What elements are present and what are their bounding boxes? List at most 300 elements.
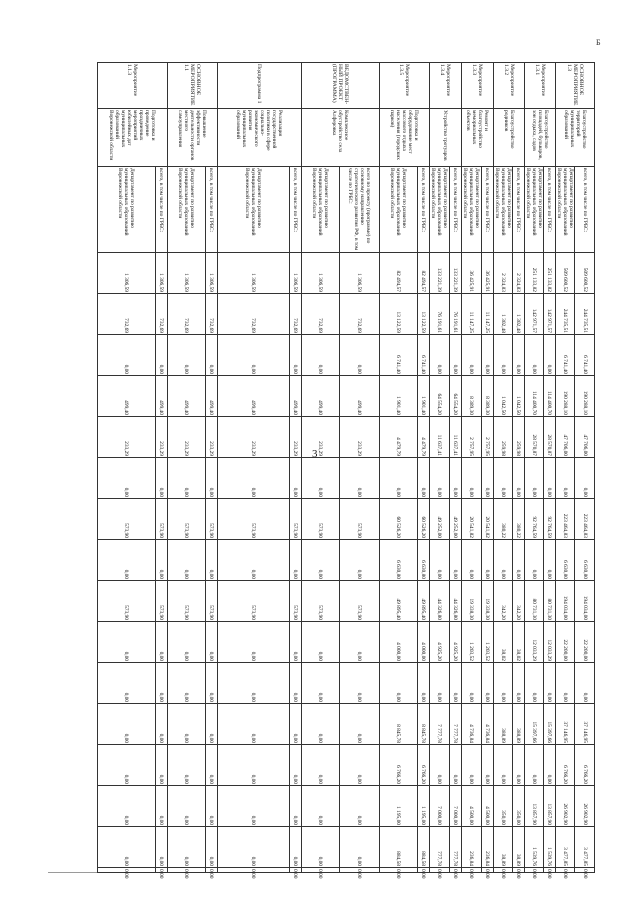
table-cell-level: ОСНОВНОЕ МЕРОПРИЯТИЕ 1.1 <box>167 63 217 109</box>
table-cell-level: Мероприятие 1.3.4 <box>429 63 461 109</box>
table-cell-level: Мероприятие 1.3.1 <box>524 63 555 109</box>
table-cell-value: 236,84 <box>461 827 481 868</box>
table-cell-value: 1 042,50 <box>512 376 524 417</box>
table-cell-value: 1 042,50 <box>493 376 512 417</box>
table-cell-source: Департамент по развитию муниципальных образований Воронежской области <box>555 167 574 253</box>
table-cell-value: 4 925,20 <box>449 622 461 663</box>
table-cell-value: 0,00 <box>429 745 449 786</box>
table-cell-value: 0,00 <box>339 540 379 581</box>
table-cell-level: Мероприятие 1.1.3 <box>97 63 167 109</box>
table-cell-value: 732,69 <box>301 294 339 335</box>
table-cell-value: 0,00 <box>289 622 301 663</box>
table-cell-value: 0,00 <box>205 663 217 704</box>
table-cell-value: 1 306,59 <box>217 253 289 294</box>
table-cell-value: 732,69 <box>217 294 289 335</box>
table-cell-value: 0,00 <box>155 335 167 376</box>
table-cell-value: 6 630,80 <box>379 540 417 581</box>
table-cell-value: 0,00 <box>379 868 417 873</box>
table-cell-value: 1 306,59 <box>155 253 167 294</box>
table-cell-value: 499,40 <box>205 376 217 417</box>
table-cell-value: 0,00 <box>301 335 339 376</box>
table-cell-value: 0,00 <box>449 540 461 581</box>
table-cell-value: 4 736,84 <box>461 704 481 745</box>
table-cell-value: 0,00 <box>417 458 429 499</box>
table-cell-value: 0,00 <box>379 663 417 704</box>
table-cell-value: 0,00 <box>205 540 217 581</box>
table-cell-value: 244 735,51 <box>555 294 574 335</box>
table-cell-value: 0,00 <box>575 663 595 704</box>
table-cell-value: 190 288,10 <box>555 376 574 417</box>
table-cell-value: 499,40 <box>155 376 167 417</box>
table-cell-level: ВЕДОМСТВЕН-НЫЙ ПРОЕКТ (ПРОГРАММА) <box>301 63 379 109</box>
table-cell-level: ОСНОВНОЕ МЕРОПРИЯТИЕ 1.3 <box>555 63 594 109</box>
table-cell-value: 0,00 <box>524 745 543 786</box>
table-cell-value: 573,90 <box>339 581 379 622</box>
corner-mark: Б <box>596 38 601 47</box>
table-cell-name: Благоустройство площадей, бульваров, зон отдыха, садов <box>524 109 555 167</box>
table-cell-value: 0,00 <box>512 663 524 704</box>
table-row <box>417 63 429 873</box>
table-cell-value: 0,00 <box>155 827 167 868</box>
table-cell-value: 233,29 <box>339 417 379 458</box>
table-cell-value: 0,00 <box>217 827 289 868</box>
table-cell-value: 342,20 <box>493 581 512 622</box>
table-cell-value: 13 122,59 <box>379 294 417 335</box>
table-cell-value: 0,00 <box>555 458 574 499</box>
table-cell-value: 0,00 <box>289 704 301 745</box>
table-cell-value: 0,00 <box>97 704 155 745</box>
table-cell-value: 0,00 <box>493 868 512 873</box>
table-cell-value: 22 200,00 <box>555 622 574 663</box>
table-cell-value: 573,90 <box>167 499 205 540</box>
table-cell-value: 47 706,00 <box>555 417 574 458</box>
table-cell-value: 80 731,30 <box>543 581 555 622</box>
table-cell-value: 133 221,39 <box>429 253 449 294</box>
table-cell-value: 47 706,00 <box>575 417 595 458</box>
table-cell-value: 1 901,40 <box>379 376 417 417</box>
table-cell-value: 0,00 <box>481 540 493 581</box>
table-row <box>575 63 595 873</box>
table-cell-value: 0,00 <box>167 868 205 873</box>
table-cell-value: 13 122,59 <box>417 294 429 335</box>
table-cell-value: 0,00 <box>301 458 339 499</box>
table-cell-value: 0,00 <box>289 540 301 581</box>
table-cell-value: 573,90 <box>205 581 217 622</box>
table-cell-value: 0,00 <box>555 663 574 704</box>
table-cell-value: 0,00 <box>205 622 217 663</box>
table-cell-value: 0,00 <box>301 868 339 873</box>
table-cell-value: 1 203,52 <box>461 622 481 663</box>
table-row <box>461 63 481 873</box>
table-cell-value: 0,00 <box>97 827 155 868</box>
table-cell-value: 194 034,00 <box>575 581 595 622</box>
table-row <box>543 63 555 873</box>
table-cell-value: 4 479,79 <box>379 417 417 458</box>
table-cell-value: 884,58 <box>417 827 429 868</box>
table-cell-name: Устройство тротуаров <box>429 109 461 167</box>
table-cell-value: 0,00 <box>449 458 461 499</box>
table-cell-value: 6 741,40 <box>417 335 429 376</box>
table-cell-value: 0,00 <box>429 868 449 873</box>
table-cell-value: 4 000,00 <box>417 622 429 663</box>
table-cell-value: 0,00 <box>339 786 379 827</box>
table-cell-value: 2 324,83 <box>493 253 512 294</box>
table-cell-value: 0,00 <box>97 745 155 786</box>
table-cell-value: 0,00 <box>461 868 481 873</box>
table-cell-value: 0,00 <box>167 786 205 827</box>
table-row <box>555 63 574 873</box>
table-cell-name: Подготовка и проведение праздничных мероприятий юбилейных дат муниципальных образований Воронежской области <box>97 109 167 167</box>
table-cell-value: 190 288,10 <box>575 376 595 417</box>
table-cell-value: 49 252,00 <box>449 499 461 540</box>
table-cell-value: 0,00 <box>97 786 155 827</box>
table-cell-value: 3 477,85 <box>555 827 574 868</box>
table-cell-value: 49 895,40 <box>417 581 429 622</box>
table-cell-value: 0,00 <box>575 868 595 873</box>
table-cell-value: 4 925,20 <box>429 622 449 663</box>
table-cell-value: 0,00 <box>417 663 429 704</box>
table-cell-value: 0,00 <box>339 868 379 873</box>
table-cell-value: 0,00 <box>217 335 289 376</box>
table-cell-value: 1 306,59 <box>289 253 301 294</box>
table-cell-value: 0,00 <box>339 745 379 786</box>
table-cell-value: 0,00 <box>339 622 379 663</box>
table-cell-name: Повышение эффективности деятельности органов местного самоуправления <box>167 109 217 167</box>
table-cell-value: 4 500,00 <box>461 786 481 827</box>
table-cell-value: 6 630,80 <box>417 540 429 581</box>
table-cell-value: 0,00 <box>512 335 524 376</box>
table-cell-value: 0,00 <box>301 786 339 827</box>
table-cell-value: 82 494,57 <box>379 253 417 294</box>
table-cell-value: 1 302,48 <box>493 294 512 335</box>
table-cell-value: 0,00 <box>217 458 289 499</box>
table-cell-value: 0,00 <box>339 663 379 704</box>
table-cell-value: 4 000,00 <box>379 622 417 663</box>
table-cell-value: 0,00 <box>167 745 205 786</box>
table-cell-value: 0,00 <box>524 663 543 704</box>
table-cell-value: 388,89 <box>493 704 512 745</box>
table-cell-value: 0,00 <box>493 540 512 581</box>
table-cell-value: 0,00 <box>429 458 449 499</box>
table-cell-value: 499,40 <box>167 376 205 417</box>
table-cell-value: 0,00 <box>449 663 461 704</box>
table-cell-value: 0,00 <box>449 335 461 376</box>
table-cell-value: 573,90 <box>155 499 167 540</box>
table-cell-value: 2 757,95 <box>481 417 493 458</box>
table-cell-value: 0,00 <box>205 704 217 745</box>
table-cell-value: 7 777,78 <box>429 704 449 745</box>
table-cell-value: 0,00 <box>155 622 167 663</box>
table-cell-value: 22 200,00 <box>575 622 595 663</box>
table-cell-level: Мероприятие 1.3.2 <box>493 63 524 109</box>
table-cell-value: 11 637,41 <box>429 417 449 458</box>
table-cell-value: 44 326,80 <box>449 581 461 622</box>
table-cell-value: 0,00 <box>289 827 301 868</box>
table-cell-value: 0,00 <box>481 458 493 499</box>
table-cell-value: 20 541,82 <box>481 499 493 540</box>
table-cell-value: 0,00 <box>301 663 339 704</box>
table-cell-value: 573,90 <box>301 581 339 622</box>
table-cell-value: 0,00 <box>167 622 205 663</box>
table-cell-value: 38,02 <box>493 622 512 663</box>
table-cell-value: 0,00 <box>167 458 205 499</box>
table-cell-value: 0,00 <box>543 745 555 786</box>
table-cell-value: 0,00 <box>155 663 167 704</box>
table-cell-value: 573,90 <box>97 581 155 622</box>
table-cell-value: 0,00 <box>512 745 524 786</box>
table-cell-value: 499,40 <box>97 376 155 417</box>
table-cell-value: 573,90 <box>301 499 339 540</box>
table-cell-value: 573,90 <box>167 581 205 622</box>
table-cell-value: 0,00 <box>543 663 555 704</box>
table-cell-source: всего, в том числе по ГРБС: <box>449 167 461 253</box>
table-cell-value: 233,29 <box>155 417 167 458</box>
table-cell-value: 0,00 <box>217 622 289 663</box>
table-cell-value: 223 464,83 <box>575 499 595 540</box>
table-cell-value: 82 494,57 <box>417 253 429 294</box>
table-cell-value: 37 146,95 <box>575 704 595 745</box>
table-cell-value: 0,00 <box>205 335 217 376</box>
table-cell-value: 0,00 <box>461 745 481 786</box>
table-cell-value: 15 397,66 <box>524 704 543 745</box>
table-cell-value: 0,00 <box>543 868 555 873</box>
table-cell-value: 0,00 <box>429 663 449 704</box>
table-cell-value: 259,98 <box>512 417 524 458</box>
table-cell-value: 0,00 <box>512 868 524 873</box>
table-cell-value: 732,69 <box>97 294 155 335</box>
table-cell-value: 732,69 <box>339 294 379 335</box>
table-cell-value: 11 147,25 <box>481 294 493 335</box>
table-cell-value: 573,90 <box>205 499 217 540</box>
table-cell-value: 1 901,40 <box>417 376 429 417</box>
table-cell-value: 13 857,90 <box>524 786 543 827</box>
table-row <box>289 63 301 873</box>
table-cell-value: 259,98 <box>493 417 512 458</box>
table-cell-value: 80 731,30 <box>524 581 543 622</box>
table-cell-value: 499,40 <box>301 376 339 417</box>
table-cell-value: 1 306,59 <box>97 253 155 294</box>
table-cell-value: 251 133,82 <box>543 253 555 294</box>
table-cell-value: 573,90 <box>339 499 379 540</box>
table-cell-value: 0,00 <box>512 458 524 499</box>
table-cell-value: 12 033,29 <box>543 622 555 663</box>
table-cell-value: 0,00 <box>301 622 339 663</box>
table-cell-value: 92 764,59 <box>543 499 555 540</box>
table-cell-value: 0,00 <box>481 745 493 786</box>
table-cell-value: 7 000,00 <box>449 786 461 827</box>
table-cell-value: 233,29 <box>97 417 155 458</box>
table-cell-value: 380,22 <box>493 499 512 540</box>
table-cell-value: 6 766,20 <box>575 745 595 786</box>
table-cell-source: Департамент по развитию муниципальных образований Воронежской области <box>429 167 449 253</box>
table-cell-source: всего, в том числе по ГРБС: <box>417 167 429 253</box>
table-cell-value: 0,00 <box>449 868 461 873</box>
table-cell-value: 6 741,40 <box>555 335 574 376</box>
table-cell-value: 60 526,20 <box>379 499 417 540</box>
table-cell-source: всего по проекту (программе) по основному направлению стратегического развития РФ, в том числе по ГРБС: <box>339 167 379 253</box>
table-cell-value: 1 302,48 <box>512 294 524 335</box>
table-cell-value: 0,00 <box>167 335 205 376</box>
table-cell-value: 0,00 <box>97 622 155 663</box>
table-cell-value: 0,00 <box>205 458 217 499</box>
table-cell-value: 732,69 <box>205 294 217 335</box>
table-cell-value: 0,00 <box>205 786 217 827</box>
table-cell-value: 0,00 <box>155 704 167 745</box>
table-cell-value: 0,00 <box>555 868 574 873</box>
table-cell-value: 0,00 <box>155 745 167 786</box>
table-cell-value: 0,00 <box>543 335 555 376</box>
table-cell-source: Департамент по развитию муниципальных образований Воронежской области <box>524 167 543 253</box>
table-cell-value: 1 539,76 <box>543 827 555 868</box>
table-cell-source: Департамент по развитию муниципальных образований Воронежской области <box>493 167 512 253</box>
table-cell-value: 8 389,30 <box>461 376 481 417</box>
table-cell-value: 0,00 <box>217 786 289 827</box>
table-cell-value: 0,00 <box>543 458 555 499</box>
table-cell-value: 0,00 <box>217 868 289 873</box>
table-cell-value: 233,29 <box>301 417 339 458</box>
table-cell-value: 1 203,52 <box>481 622 493 663</box>
table-cell-value: 6 630,80 <box>575 540 595 581</box>
table-cell-level: Мероприятие 1.3.5 <box>379 63 429 109</box>
table-cell-value: 114 400,70 <box>524 376 543 417</box>
table-cell-value: 0,00 <box>155 540 167 581</box>
table-cell-value: 0,00 <box>301 827 339 868</box>
table-cell-value: 0,00 <box>167 540 205 581</box>
table-cell-value: 0,00 <box>301 745 339 786</box>
table-cell-value: 64 554,20 <box>449 376 461 417</box>
table-cell-value: 15 397,66 <box>543 704 555 745</box>
table-cell-value: 0,00 <box>167 827 205 868</box>
table-row <box>155 63 167 873</box>
table-cell-value: 388,89 <box>512 704 524 745</box>
table-cell-value: 499,40 <box>289 376 301 417</box>
table-cell-value: 6 741,40 <box>379 335 417 376</box>
table-cell-level: Подпрограмма 1 <box>217 63 301 109</box>
page-number: 3 <box>312 448 318 460</box>
table-cell-value: 4 479,79 <box>417 417 429 458</box>
table-cell-value: 0,00 <box>155 786 167 827</box>
table-cell-value: 26 902,90 <box>575 786 595 827</box>
table-cell-value: 6 766,20 <box>555 745 574 786</box>
budget-table-body <box>97 63 594 879</box>
table-cell-value: 342,20 <box>512 581 524 622</box>
table-cell-value: 1 306,59 <box>339 253 379 294</box>
table-cell-value: 37 146,95 <box>555 704 574 745</box>
table-cell-value: 6 630,80 <box>555 540 574 581</box>
table-cell-value: 1 539,76 <box>524 827 543 868</box>
table-cell-value: 0,00 <box>339 335 379 376</box>
table-row <box>301 63 339 873</box>
table-cell-value: 0,00 <box>524 458 543 499</box>
table-cell-value: 573,90 <box>155 581 167 622</box>
table-cell-value: 233,29 <box>289 417 301 458</box>
table-row <box>97 63 155 873</box>
table-cell-source: всего, в том числе по ГРБС: <box>575 167 595 253</box>
table-cell-value: 76 191,61 <box>449 294 461 335</box>
table-cell-value: 92 764,59 <box>524 499 543 540</box>
table-cell-value: 142 971,57 <box>543 294 555 335</box>
table-cell-value: 4 500,00 <box>481 786 493 827</box>
table-cell-value: 223 464,83 <box>555 499 574 540</box>
table-cell-value: 0,00 <box>461 663 481 704</box>
table-cell-value: 0,00 <box>379 458 417 499</box>
table-cell-value: 28 570,87 <box>524 417 543 458</box>
table-cell-value: 1 306,59 <box>301 253 339 294</box>
table-cell-value: 0,00 <box>493 458 512 499</box>
table-cell-value: 0,00 <box>289 868 301 873</box>
table-row <box>493 63 512 873</box>
table-cell-value: 236,84 <box>481 827 493 868</box>
table-cell-value: 0,00 <box>339 458 379 499</box>
table-cell-source: всего, в том числе по ГРБС: <box>481 167 493 253</box>
table-cell-value: 0,00 <box>217 540 289 581</box>
table-cell-source: Департамент по развитию муниципальных образований Воронежской области <box>167 167 205 253</box>
table-row <box>524 63 543 873</box>
table-cell-value: 26 902,90 <box>555 786 574 827</box>
table-cell-value: 0,00 <box>449 745 461 786</box>
table-cell-value: 6 741,40 <box>575 335 595 376</box>
table-row <box>339 63 379 873</box>
table-cell-value: 0,00 <box>524 868 543 873</box>
table-cell-value: 4 736,84 <box>481 704 493 745</box>
table-cell-value: 350,00 <box>493 786 512 827</box>
table-cell-value: 573,90 <box>217 581 289 622</box>
table-cell-source: всего, в том числе по ГРБС: <box>512 167 524 253</box>
table-cell-name: Благоустройство родников <box>493 109 524 167</box>
table-cell-value: 0,00 <box>155 458 167 499</box>
table-cell-value: 64 554,20 <box>429 376 449 417</box>
table-cell-value: 509 600,52 <box>555 253 574 294</box>
table-cell-source: всего, в том числе по ГРБС: <box>155 167 167 253</box>
table-cell-value: 49 252,00 <box>429 499 449 540</box>
table-cell-value: 114 400,70 <box>543 376 555 417</box>
table-cell-value: 0,00 <box>524 540 543 581</box>
budget-table <box>97 62 595 879</box>
table-cell-value: 38,89 <box>512 827 524 868</box>
table-cell-value: 0,00 <box>493 663 512 704</box>
table-cell-value: 0,00 <box>575 458 595 499</box>
table-cell-value: 0,00 <box>417 868 429 873</box>
table-cell-value: 732,69 <box>155 294 167 335</box>
table-cell-name: Комплексное обустройство села Алферовка <box>301 109 379 167</box>
table-cell-name: Реализация государственной политики в сфере социально-экономического развития муниципальных образований <box>217 109 301 167</box>
table-row <box>429 63 449 873</box>
table-cell-value: 7 777,78 <box>449 704 461 745</box>
table-cell-value: 0,00 <box>429 335 449 376</box>
table-cell-value: 0,00 <box>167 663 205 704</box>
rotated-table-container <box>55 62 595 879</box>
table-cell-value: 0,00 <box>97 458 155 499</box>
table-cell-value: 194 034,00 <box>555 581 574 622</box>
table-cell-value: 233,29 <box>205 417 217 458</box>
table-cell-value: 0,00 <box>493 335 512 376</box>
table-cell-value: 0,00 <box>167 704 205 745</box>
table-cell-source: Департамент по развитию муниципальных образований Воронежской области <box>461 167 481 253</box>
table-cell-value: 350,00 <box>512 786 524 827</box>
table-row <box>205 63 217 873</box>
table-cell-name: Ремонт и благоустройство мемориальных объектов <box>461 109 493 167</box>
table-cell-value: 142 971,57 <box>524 294 543 335</box>
table-cell-value: 6 766,20 <box>417 745 429 786</box>
table-cell-value: 0,00 <box>205 827 217 868</box>
table-cell-source: Департамент по развитию муниципальных образований Воронежской области <box>379 167 417 253</box>
table-cell-value: 3 477,85 <box>575 827 595 868</box>
table-cell-value: 0,00 <box>97 335 155 376</box>
table-cell-source: Департамент по развитию муниципальных образований Воронежской области <box>301 167 339 253</box>
table-cell-value: 0,00 <box>301 704 339 745</box>
table-cell-source: всего, в том числе по ГРБС: <box>543 167 555 253</box>
table-row <box>512 63 524 873</box>
